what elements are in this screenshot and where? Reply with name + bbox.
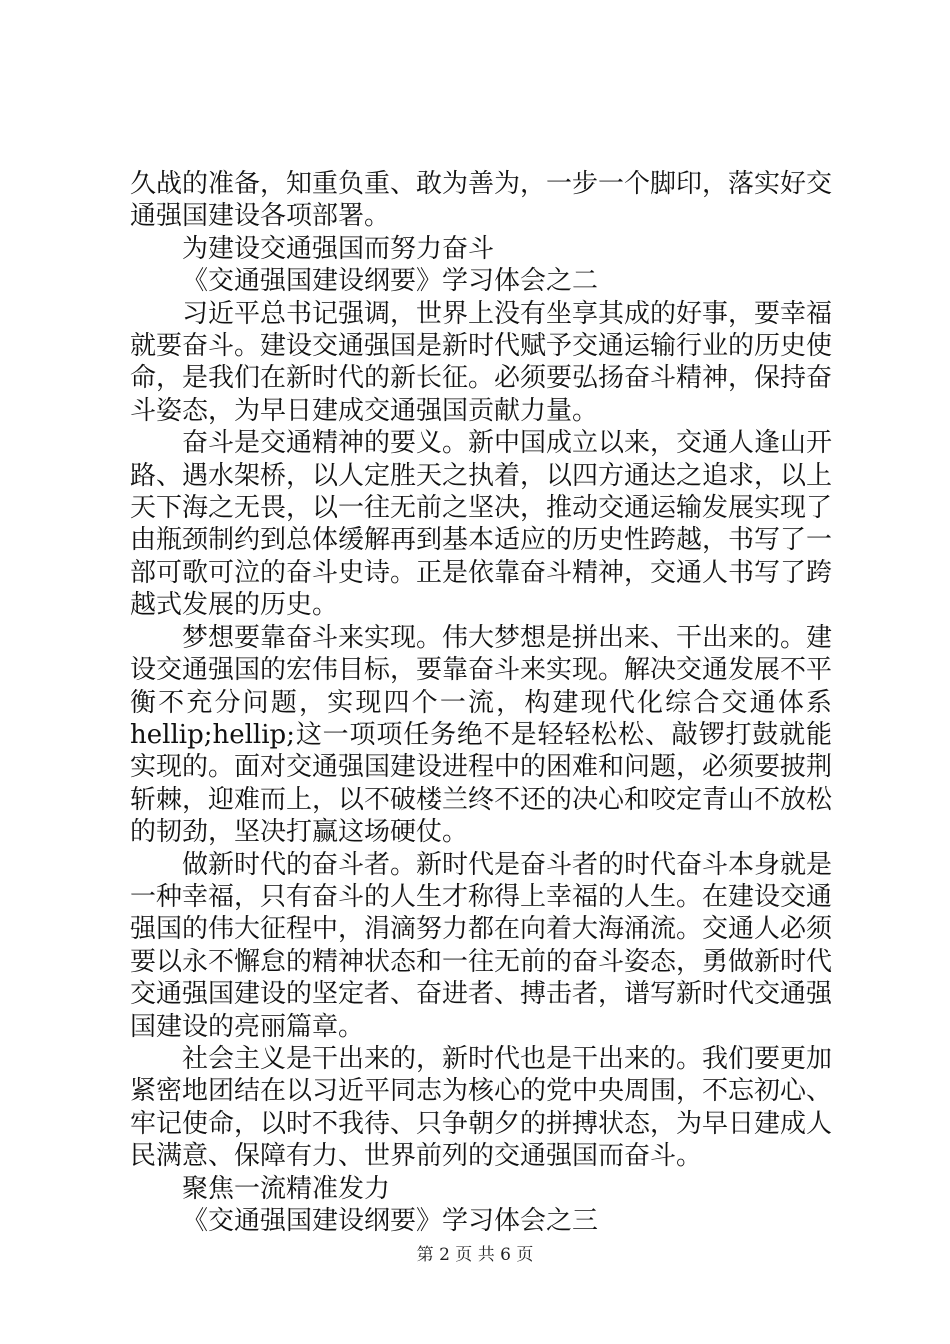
- article-subtitle: 《交通强国建设纲要》学习体会之二: [182, 266, 599, 297]
- body-paragraph: 做新时代的奋斗者。新时代是奋斗者的时代奋斗本身就是一种幸福，只有奋斗的人生才称得上幸福的人生。在建设交通强国的伟大征程中，涓滴努力都在向着大海涌流。交通人必须要以永不懈怠的精神状态和一往无前的奋斗姿态，勇做新时代交通强国建设的坚定者、奋进者、搏击者，谱写新时代交通强国建设的亮丽篇章。: [130, 849, 833, 1042]
- body-paragraph: 奋斗是交通精神的要义。新中国成立以来，交通人逢山开路、遇水架桥，以人定胜天之执着，以四方通达之追求，以上天下海之无畏，以一往无前之坚决，推动交通运输发展实现了由瓶颈制约到总体缓解再到基本适应的历史性跨越，书写了一部可歌可泣的奋斗史诗。正是依靠奋斗精神，交通人书写了跨越式发展的历史。: [130, 428, 833, 621]
- document-body: [130, 168, 832, 1237]
- article-title: 聚焦一流精准发力: [182, 1173, 391, 1204]
- body-paragraph: 梦想要靠奋斗来实现。伟大梦想是拼出来、干出来的。建设交通强国的宏伟目标，要靠奋斗来实现。解决交通发展不平衡不充分问题，实现四个一流，构建现代化综合交通体系hellip;hellip;这一项项任务绝不是轻轻松松、敲锣打鼓就能实现的。面对交通强国建设进程中的困难和问题，必须要披荆斩棘，迎难而上，以不破楼兰终不还的决心和咬定青山不放松的韧劲，坚决打赢这场硬仗。: [130, 622, 833, 848]
- page-number-footer: 第 2 页 共 6 页: [416, 1245, 534, 1265]
- body-paragraph: 习近平总书记强调，世界上没有坐享其成的好事，要幸福就要奋斗。建设交通强国是新时代赋予交通运输行业的历史使命，是我们在新时代的新长征。必须要弘扬奋斗精神，保持奋斗姿态，为早日建成交通强国贡献力量。: [130, 298, 833, 426]
- article-subtitle: 《交通强国建设纲要》学习体会之三: [182, 1206, 599, 1236]
- continuation-paragraph: 久战的准备，知重负重、敢为善为，一步一个脚印，落实好交通强国建设各项部署。: [130, 169, 833, 232]
- body-paragraph: 社会主义是干出来的，新时代也是干出来的。我们要更加紧密地团结在以习近平同志为核心的党中央周围，不忘初心、牢记使命，以时不我待、只争朝夕的拼搏状态，为早日建成人民满意、保障有力、世界前列的交通强国而奋斗。: [130, 1043, 833, 1172]
- article-title: 为建设交通强国而努力奋斗: [182, 233, 495, 264]
